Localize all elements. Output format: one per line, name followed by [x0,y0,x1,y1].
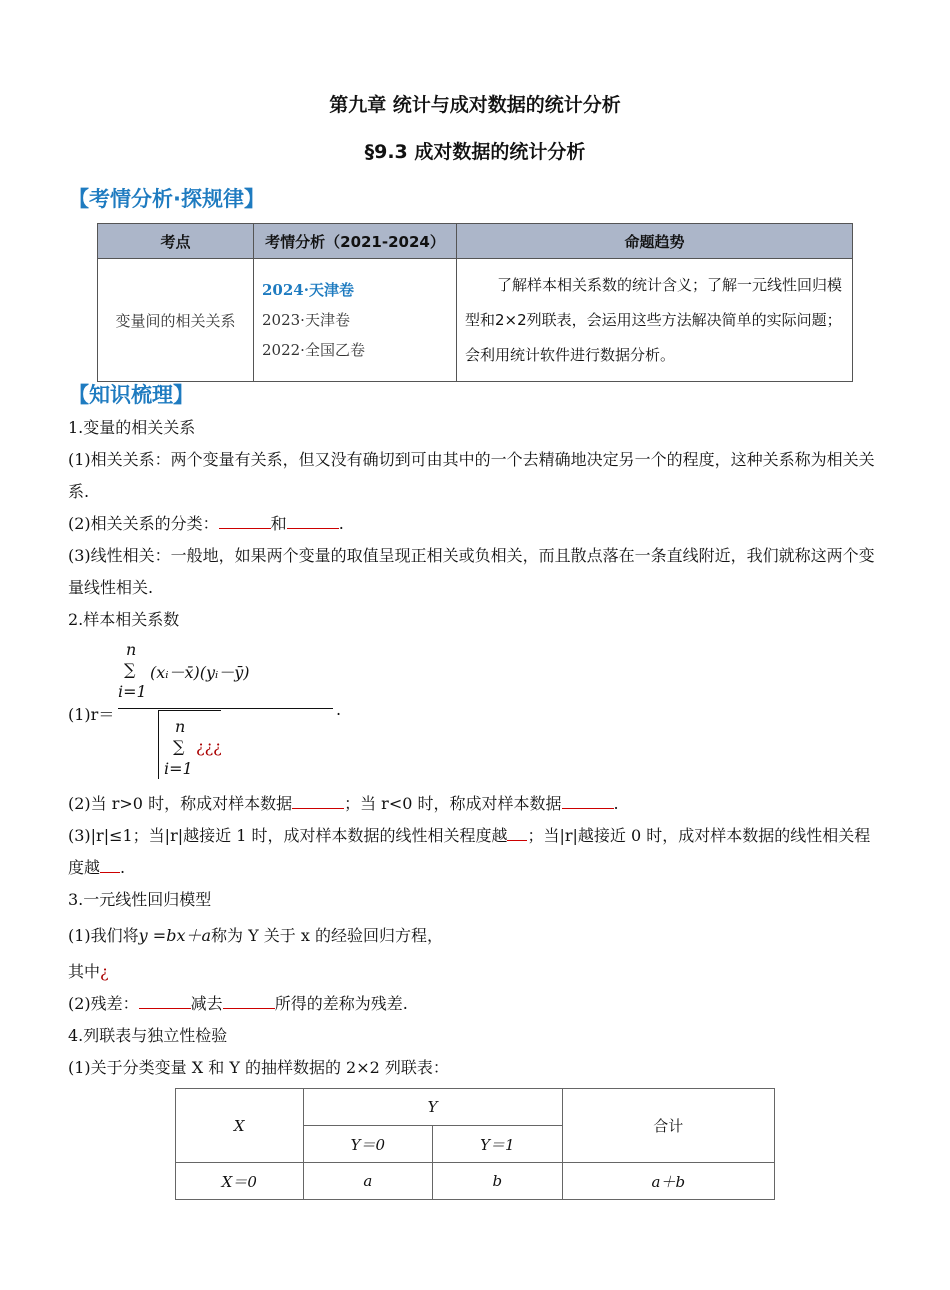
exam-item: 2024·天津卷 [262,281,354,299]
chapter-title: 第九章 统计与成对数据的统计分析 [329,94,621,116]
text: . [120,858,126,877]
fraction-bar [118,708,333,709]
sum-top: n [126,640,137,659]
para-positive-negative [68,788,883,820]
sum-bottom: i=1 [118,682,147,701]
para-linear: (3)线性相关：一般地，如果两个变量的取值呈现正相关或负相关，而且散点落在一条直线附近，我们就称这两个变量线性相关. [68,546,875,597]
garbled-text: ¿¿¿ [196,737,222,756]
cell-a-plus-b: a＋b [651,1172,686,1191]
para-where [68,956,883,988]
y-header: Y [427,1098,438,1116]
heading-1: 1.变量的相关关系 [68,418,196,437]
analysis-table [97,223,853,382]
para-r-strength [68,820,883,884]
exam-item: 2023·天津卷 [262,311,350,329]
sum-symbol: ∑ [124,660,136,679]
blank [292,792,344,809]
topic-cell: 变量间的相关关系 [98,259,254,382]
total-header: 合计 [562,1089,774,1163]
cell-b: b [492,1172,503,1190]
text: 和 [270,514,287,533]
text: 减去 [190,994,223,1013]
text: (2)相关关系的分类： [68,514,219,533]
numerator: (xᵢ－x̄)(yᵢ－ȳ) [150,663,250,682]
blank [507,824,527,841]
contingency-table [175,1088,775,1200]
text: 其中 [68,962,101,981]
text: (2)当 r>0 时，称成对样本数据 [68,794,293,813]
correlation-formula: (1)r＝ n ∑ (xᵢ－x̄)(yᵢ－ȳ) i=1 . n ∑ ¿¿¿ i=1 [68,640,342,778]
heading-4: 4.列联表与独立性检验 [68,1026,228,1045]
exams-cell [254,259,457,382]
section-heading-knowledge: 【知识梳理】 [68,383,194,407]
text: ；当|r|越接近 0 时，成对样本数据的线性相关程度越 [68,826,871,877]
blank [100,856,120,873]
heading-3: 3.一元线性回归模型 [68,890,212,909]
garbled-text: ¿ [100,962,109,981]
heading-2: 2.样本相关系数 [68,610,180,629]
cell-a: a [363,1172,373,1190]
text: 所得的差称为残差. [274,994,408,1013]
trend-text: 了解样本相关系数的统计含义；了解一元线性回归模型和2×2列联表，会运用这些方法解决简单的实际问题；会利用统计软件进行数据分析。 [465,275,843,364]
exam-item: 2022·全国乙卷 [262,341,365,359]
header-trend: 命题趋势 [457,224,853,259]
para-contingency: (1)关于分类变量 X 和 Y 的抽样数据的 2×2 列联表： [68,1058,449,1077]
sum-symbol: ∑ [173,737,185,756]
sum-bottom: i=1 [164,759,193,778]
para-regression [68,920,883,952]
header-analysis: 考情分析（2021-2024） [254,224,457,259]
formula-prefix: (1)r＝ [68,705,115,724]
x-header: X [233,1116,245,1135]
sum-top: n [175,717,186,736]
text: 称为 Y 关于 x 的经验回归方程， [211,926,443,945]
text: . [613,794,619,813]
row-label: X＝0 [221,1172,257,1191]
y0-header: Y＝0 [350,1135,386,1154]
para-correlation: (1)相关关系：两个变量有关系，但又没有确切到可由其中的一个去精确地决定另一个的程度，这种关系称为相关关系. [68,450,875,501]
text: (2)残差： [68,994,139,1013]
para-residual [68,988,883,1020]
trend-cell [457,259,853,382]
text: ；当 r<0 时，称成对样本数据 [344,794,562,813]
section-heading-analysis: 【考情分析·探规律】 [68,187,265,211]
blank [219,512,271,529]
regression-equation: y =bx＋a [138,926,212,945]
para-classification [68,508,883,540]
section-title: §9.3 成对数据的统计分析 [364,141,586,163]
y1-header: Y＝1 [480,1135,515,1154]
header-topic: 考点 [98,224,254,259]
text: (1)我们将 [68,926,139,945]
blank [139,992,191,1009]
text: . [338,514,344,533]
text: (3)|r|≤1；当|r|越接近 1 时，成对样本数据的线性相关程度越 [68,826,508,845]
blank [562,792,614,809]
blank [287,512,339,529]
blank [223,992,275,1009]
